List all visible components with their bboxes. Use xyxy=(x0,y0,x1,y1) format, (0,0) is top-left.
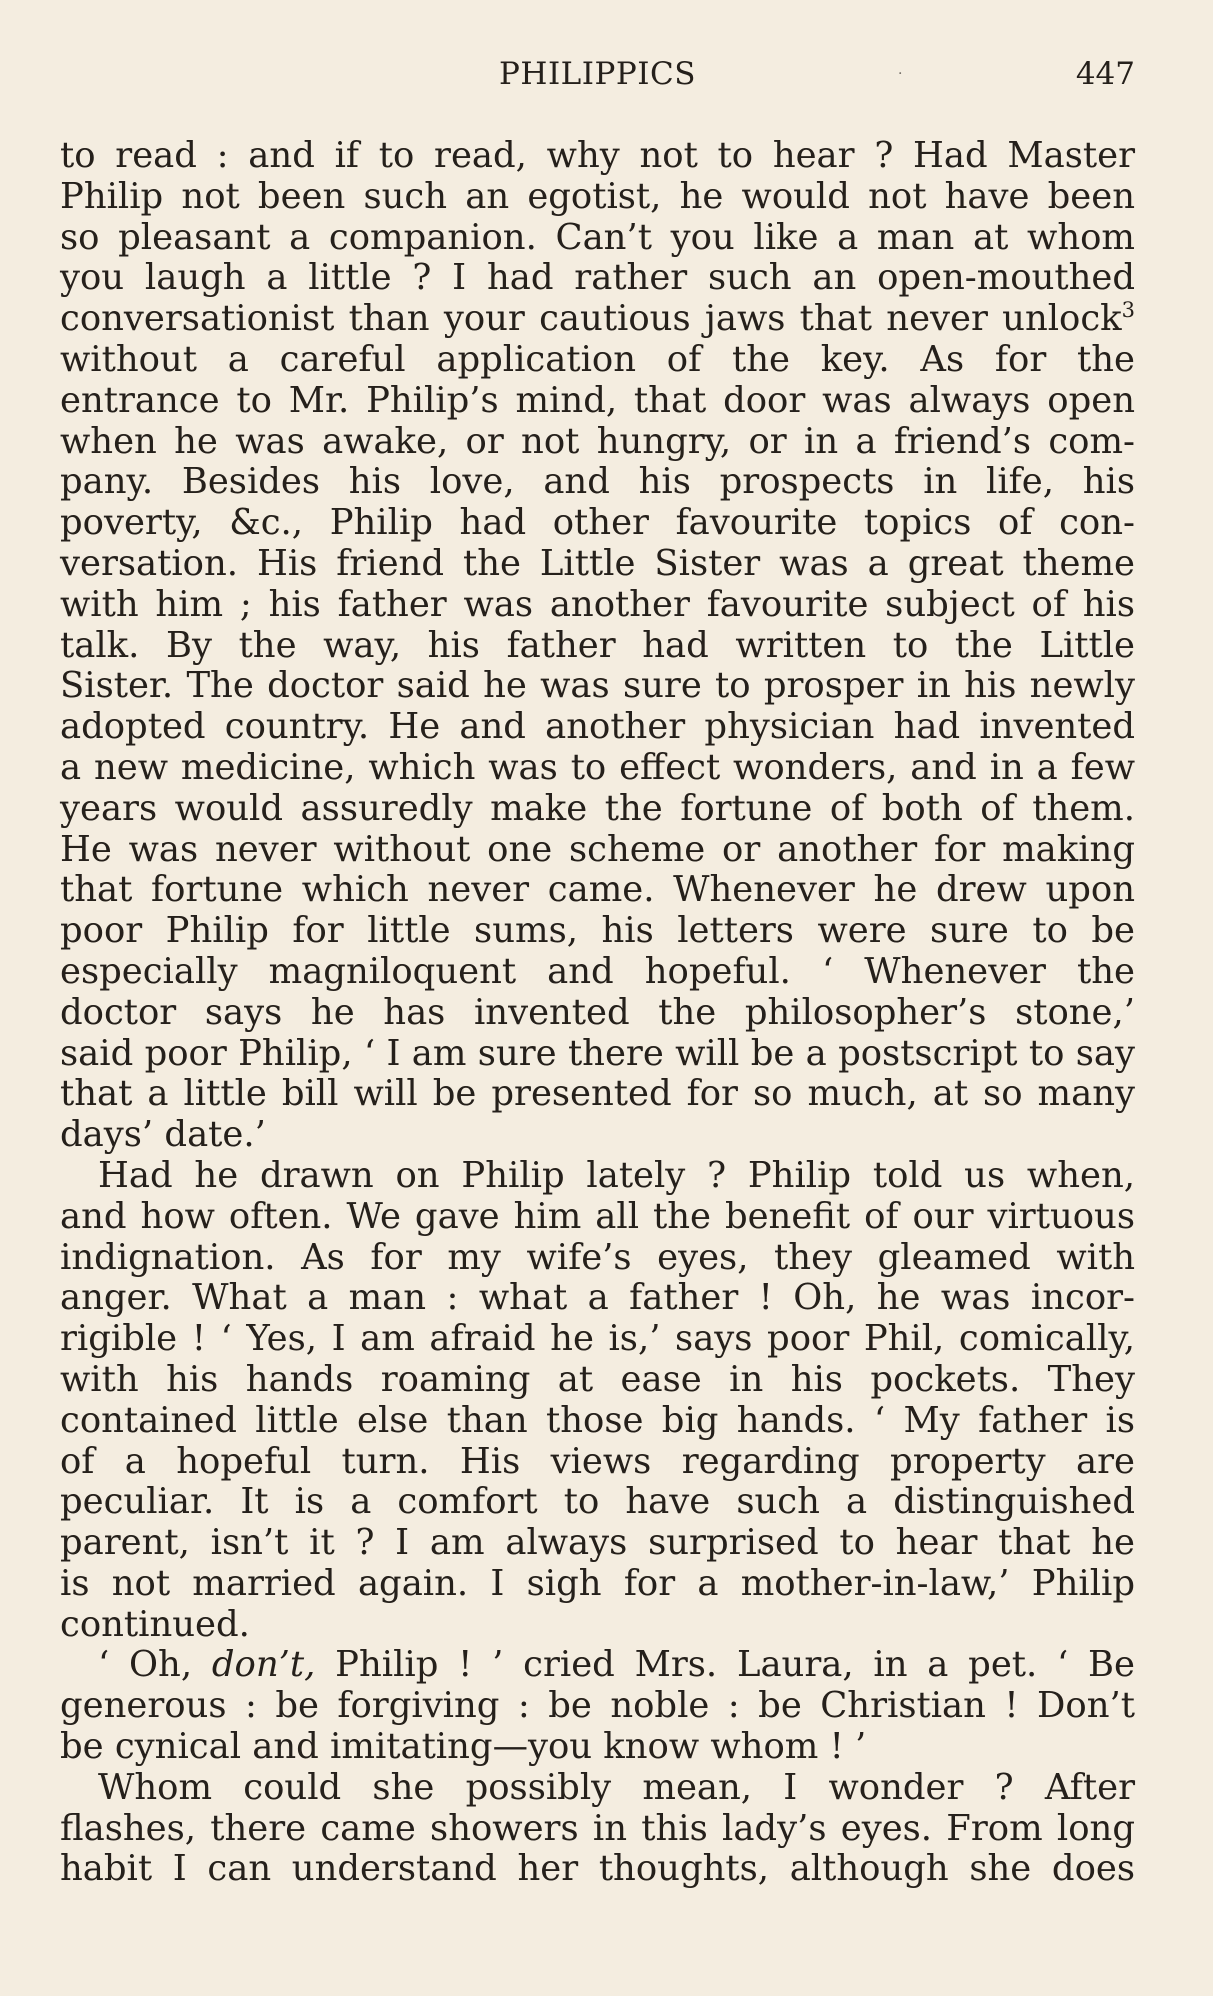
text-line: poor Philip for little sums, his letters were sure to be xyxy=(60,910,1135,952)
text-line: anger. What a man : what a father ! Oh, he was incor- xyxy=(60,1277,1135,1319)
text-line: Had he drawn on Philip lately ? Philip told us when, xyxy=(98,1154,1135,1196)
text-line: parent, isn’t it ? I am always surprised to hear that he xyxy=(60,1522,1135,1564)
book-page xyxy=(60,50,1135,1950)
text-line: when he was awake, or not hungry, or in a friend’s com- xyxy=(60,420,1135,462)
text-line: is not married again. I sigh for a mother-in-law,’ Philip xyxy=(60,1562,1135,1604)
text-line: continued. xyxy=(60,1603,250,1645)
text-line: generous : be forgiving : be noble : be Christian ! Don’t xyxy=(60,1685,1135,1727)
page-title: PHILIPPICS xyxy=(499,56,696,92)
page-text xyxy=(60,136,1135,1890)
text-line: talk. By the way, his father had written to the Little xyxy=(60,624,1135,666)
page-number: 447 xyxy=(1075,56,1135,92)
text-line: that fortune which never came. Whenever he drew upon xyxy=(60,869,1135,911)
text-line xyxy=(60,299,1135,340)
emphasis-text: don’t, xyxy=(211,1644,316,1686)
header-mark: · xyxy=(898,66,903,82)
text-line: flashes, there came showers in this lady’s eyes. From long xyxy=(60,1807,1135,1849)
text-line: with him ; his father was another favourite subject of his xyxy=(60,583,1135,625)
text-line-content: conversationist than your cautious jaws that never unlock xyxy=(60,298,1122,340)
text-line: a new medicine, which was to effect wonders, and in a few xyxy=(60,746,1135,788)
text-line: without a careful application of the key. As for the xyxy=(60,338,1135,380)
text-line: indignation. As for my wife’s eyes, they gleamed with xyxy=(60,1236,1135,1278)
text-line: adopted country. He and another physician had invented xyxy=(60,706,1135,748)
text-line: habit I can understand her thoughts, although she does xyxy=(60,1848,1135,1890)
text-line: so pleasant a companion. Can’t you like a man at whom xyxy=(60,216,1135,258)
text-line: you laugh a little ? I had rather such an open-mouthed xyxy=(60,257,1135,299)
text-line: peculiar. It is a comfort to have such a distinguished xyxy=(60,1481,1135,1523)
footnote-marker: 3 xyxy=(1121,298,1135,323)
text-line: pany. Besides his love, and his prospects in life, his xyxy=(60,461,1135,503)
text-line-part: ‘ Oh, xyxy=(98,1644,212,1686)
text-line: and how often. We gave him all the benefit of our virtuous xyxy=(60,1195,1135,1237)
text-line-part: Philip ! ’ cried Mrs. Laura, in a pet. ‘ Be xyxy=(315,1644,1135,1686)
text-line: entrance to Mr. Philip’s mind, that door was always open xyxy=(60,379,1135,421)
text-line: said poor Philip, ‘ I am sure there will be a postscript to say xyxy=(60,1032,1135,1074)
text-line: Whom could she possibly mean, I wonder ? After xyxy=(98,1766,1135,1808)
text-line: to read : and if to read, why not to hear ? Had Master xyxy=(60,135,1135,176)
text-line: versation. His friend the Little Sister was a great theme xyxy=(60,542,1135,584)
text-line: of a hopeful turn. His views regarding property are xyxy=(60,1440,1135,1482)
text-line: Philip not been such an egotist, he would not have been xyxy=(60,175,1135,217)
text-line: He was never without one scheme or another for making xyxy=(60,828,1135,870)
text-line: contained little else than those big hands. ‘ My father is xyxy=(60,1399,1135,1441)
text-line: with his hands roaming at ease in his pockets. They xyxy=(60,1358,1135,1400)
text-line: especially magniloquent and hopeful. ‘ Whenever the xyxy=(60,950,1135,992)
running-head xyxy=(60,50,1135,98)
text-line: be cynical and imitating—you know whom ! ’ xyxy=(60,1726,867,1768)
text-line: Sister. The doctor said he was sure to prosper in his newly xyxy=(60,665,1135,707)
text-line: years would assuredly make the fortune of both of them. xyxy=(60,787,1135,829)
text-line: days’ date.’ xyxy=(60,1114,266,1156)
text-line: poverty, &c., Philip had other favourite topics of con- xyxy=(60,502,1135,544)
text-line: that a little bill will be presented for so much, at so many xyxy=(60,1073,1135,1115)
text-line xyxy=(60,1645,1135,1686)
text-line: rigible ! ‘ Yes, I am afraid he is,’ says poor Phil, comically, xyxy=(60,1318,1135,1360)
text-line: doctor says he has invented the philosopher’s stone,’ xyxy=(60,991,1135,1033)
